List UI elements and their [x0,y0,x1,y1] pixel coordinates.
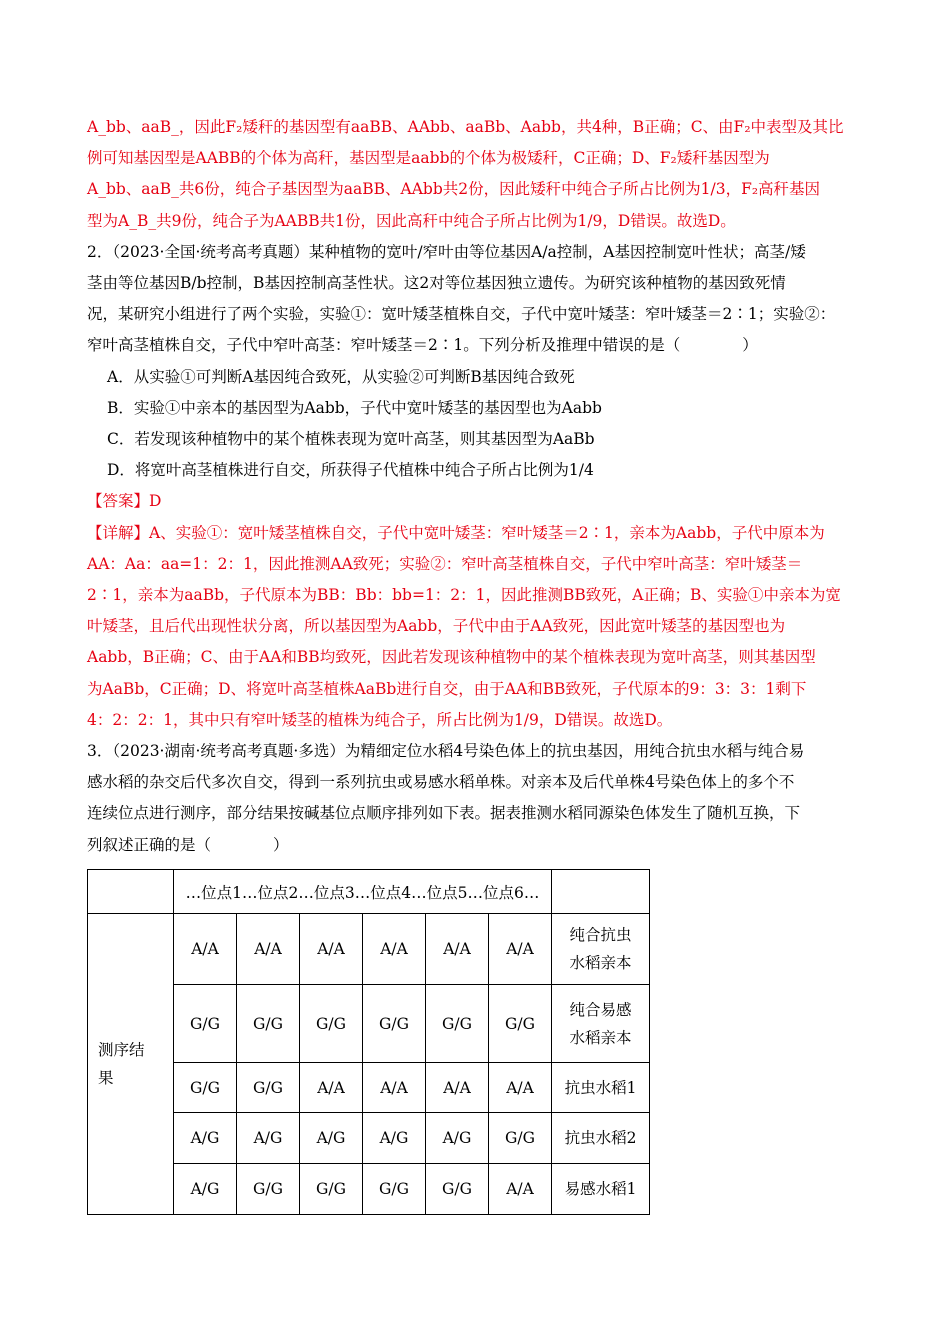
table-row [88,914,650,985]
genotype-cell: G/G [174,1063,237,1113]
question-2-explanation-line: AA：Aa：aa=1：2：1，因此推测AA致死；实验②：窄叶高茎植株自交，子代中窄叶高茎：窄叶矮茎＝ [87,554,803,573]
question-3-stem-line: 感水稻的杂交后代多次自交，得到一系列抗虫或易感水稻单株。对亲本及后代单株4号染色体上的多个不 [87,773,795,792]
genotype-cell: A/A [300,1063,363,1113]
question-3-stem-line: 3．（2023·湖南·统考高考真题·多选）为精细定位水稻4号染色体上的抗虫基因，用纯合抗虫水稻与纯合易 [87,742,805,761]
question-2-explanation-line: Aabb，B正确；C、由于AA和BB均致死，因此若发现该种植物中的某个植株表现为宽叶高茎，则其基因型 [87,648,816,667]
genotype-cell: A/A [363,914,426,985]
question-2-stem-line: 2．（2023·全国·统考高考真题）某种植物的宽叶/窄叶由等位基因A/a控制，A基因控制宽叶性状；高茎/矮 [87,242,806,261]
genotype-cell: G/G [363,1164,426,1215]
question-2-stem-line: 况，某研究小组进行了两个实验，实验①：宽叶矮茎植株自交，子代中宽叶矮茎：窄叶矮茎＝2∶1；实验②： [87,305,836,324]
genotype-cell: G/G [489,985,552,1063]
question-2-explanation-line: 叶矮茎，且后代出现性状分离，所以基因型为Aabb，子代中由于AA致死，因此宽叶矮茎的基因型也为 [87,617,786,636]
genotype-cell: G/G [300,985,363,1063]
genotype-cell: A/G [363,1113,426,1164]
genotype-cell: A/A [363,1063,426,1113]
question-2-option-c: C．若发现该种植物中的某个植株表现为宽叶高茎，则其基因型为AaBb [107,430,595,449]
sample-name-line: 纯合抗虫 [569,926,632,944]
question-3-stem-line: 连续位点进行测序，部分结果按碱基位点顺序排列如下表。据表推测水稻同源染色体发生了随机互换，下 [87,804,801,823]
sample-name-line: 纯合易感 [569,1000,632,1019]
question-2-answer: 【答案】D [87,492,162,511]
explanation-prev-line: 例可知基因型是AABB的个体为高秆，基因型是aabb的个体为极矮秆，C正确；D、F₂矮秆基因型为 [87,149,770,168]
genotype-cell: A/A [426,914,489,985]
question-2-stem-line: 茎由等位基因B/b控制，B基因控制高茎性状。这2对等位基因独立遗传。为研究该种植物的基因致死情 [87,274,786,293]
table-header-blank [552,870,650,914]
genotype-cell: A/A [174,914,237,985]
question-2-option-b: B．实验①中亲本的基因型为Aabb，子代中宽叶矮茎的基因型也为Aabb [107,398,602,417]
genotype-cell: A/A [489,1164,552,1215]
sample-name-cell [552,985,650,1063]
genotype-cell: A/G [237,1113,300,1164]
genotype-cell: A/A [489,914,552,985]
genotype-cell: G/G [237,1063,300,1113]
genotype-cell: A/G [300,1113,363,1164]
sample-name-cell [552,914,650,985]
genotype-cell: A/A [237,914,300,985]
sample-name-cell: 抗虫水稻2 [552,1113,650,1164]
explanation-prev-line: A_bb、aaB_共6份，纯合子基因型为aaBB、AAbb共2份，因此矮秆中纯合子所占比例为1/3，F₂高秆基因 [87,180,821,199]
site-header: …位点1…位点2…位点3…位点4…位点5…位点6… [174,870,552,914]
genotype-cell: G/G [426,1164,489,1215]
genotype-cell: A/A [300,914,363,985]
explanation-prev-line: 型为A_B_共9份，纯合子为AABB共1份，因此高秆中纯合子所占比例为1/9，D错误。故选D。 [87,211,736,230]
genotype-cell: G/G [426,985,489,1063]
question-2-explanation-line: 4：2：2：1，其中只有窄叶矮茎的植株为纯合子，所占比例为1/9，D错误。故选D。 [87,710,673,729]
genotype-cell: G/G [237,1164,300,1215]
table-header-row [88,870,650,914]
genotype-cell: G/G [489,1113,552,1164]
row-label-cell [88,914,174,1215]
question-2-stem-line: 窄叶高茎植株自交，子代中窄叶高茎：窄叶矮茎＝2∶1。下列分析及推理中错误的是（ ） [87,336,758,355]
genotype-cell: G/G [237,985,300,1063]
sequencing-table [87,869,650,1215]
sample-name-cell: 易感水稻1 [552,1164,650,1215]
genotype-cell: A/A [489,1063,552,1113]
genotype-cell: A/G [174,1113,237,1164]
genotype-cell: A/G [426,1113,489,1164]
table-corner-cell [88,870,174,914]
genotype-cell: G/G [363,985,426,1063]
question-2-option-d: D．将宽叶高茎植株进行自交，所获得子代植株中纯合子所占比例为1/4 [107,461,594,480]
question-2-explanation-line: 【详解】A、实验①：宽叶矮茎植株自交，子代中宽叶矮茎：窄叶矮茎＝2∶1，亲本为Aabb，子代中原本为 [87,523,825,542]
question-2-option-a: A．从实验①可判断A基因纯合致死，从实验②可判断B基因纯合致死 [107,367,575,386]
question-2-explanation-line: 2∶1，亲本为aaBb，子代原本为BB：Bb：bb=1：2：1，因此推测BB致死，A正确；B、实验①中亲本为宽 [87,586,841,605]
sample-name-line: 水稻亲本 [569,954,632,972]
explanation-prev-line: A_bb、aaB_，因此F₂矮秆的基因型有aaBB、AAbb、aaBb、Aabb，共4种，B正确；C、由F₂中表型及其比 [87,118,844,136]
question-3-stem-line: 列叙述正确的是（ ） [87,835,289,854]
genotype-cell: G/G [174,985,237,1063]
genotype-cell: A/G [174,1164,237,1215]
page-content [87,112,865,861]
row-label-line: 果 [98,1069,114,1087]
sample-name-line: 水稻亲本 [569,1028,632,1047]
genotype-cell: G/G [300,1164,363,1215]
genotype-cell: A/A [426,1063,489,1113]
row-label-line: 测序结 [98,1041,145,1059]
question-2-explanation-line: 为AaBb，C正确；D、将宽叶高茎植株AaBb进行自交，由于AA和BB致死，子代原本的9：3：3：1剩下 [87,679,807,698]
sample-name-cell: 抗虫水稻1 [552,1063,650,1113]
